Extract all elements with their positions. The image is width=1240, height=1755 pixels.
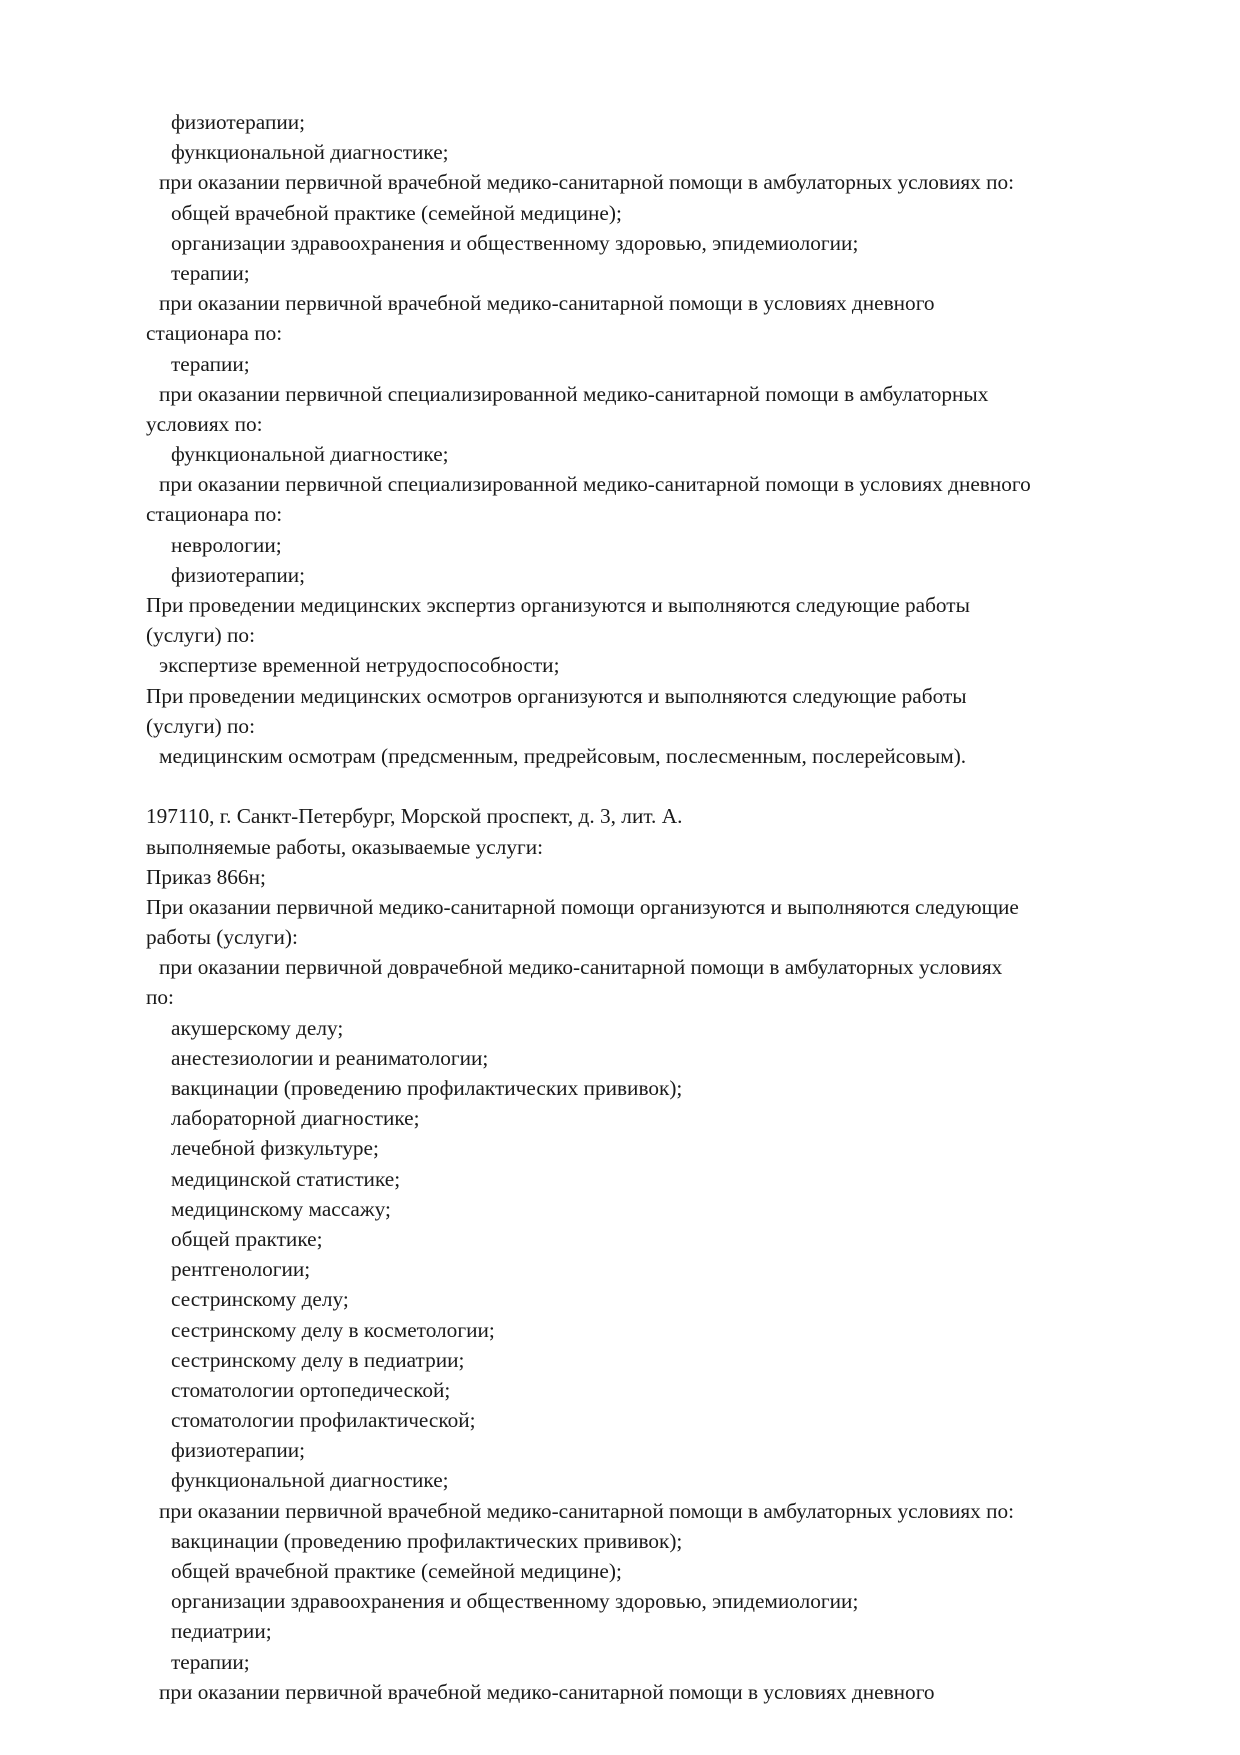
- text-line: экспертизе временной нетрудоспособности;: [159, 653, 560, 678]
- text-line: медицинскому массажу;: [171, 1196, 391, 1221]
- text-line: терапии;: [171, 1649, 250, 1674]
- document-body: [146, 107, 1186, 1707]
- text-line: терапии;: [171, 351, 250, 376]
- text-line: Приказ 866н;: [146, 864, 266, 889]
- text-line: при оказании первичной доврачебной медико-санитарной помощи в амбулаторных условиях: [159, 955, 1003, 980]
- text-line: лечебной физкультуре;: [171, 1136, 379, 1161]
- text-line: (услуги) по:: [146, 623, 255, 648]
- text-line: стационара по:: [146, 321, 283, 346]
- text-line: неврологии;: [171, 532, 282, 557]
- text-line: функциональной диагностике;: [171, 1468, 449, 1493]
- text-line: при оказании первичной специализированной медико-санитарной помощи в условиях дневного: [159, 472, 1031, 497]
- text-line: сестринскому делу в косметологии;: [171, 1317, 495, 1342]
- text-line: рентгенологии;: [171, 1257, 311, 1282]
- text-line: сестринскому делу в педиатрии;: [171, 1347, 465, 1372]
- text-line: лабораторной диагностике;: [171, 1106, 420, 1131]
- text-line: педиатрии;: [171, 1619, 272, 1644]
- text-line: (услуги) по:: [146, 713, 255, 738]
- text-line: терапии;: [171, 260, 250, 285]
- text-line: стационара по:: [146, 502, 283, 527]
- text-line: акушерскому делу;: [171, 1015, 344, 1040]
- text-line: при оказании первичной врачебной медико-санитарной помощи в амбулаторных условиях по:: [159, 170, 1015, 195]
- text-line: организации здравоохранения и общественному здоровью, эпидемиологии;: [171, 230, 859, 255]
- text-line: медицинской статистике;: [171, 1166, 401, 1191]
- text-line: общей врачебной практике (семейной медицине);: [171, 1559, 622, 1583]
- text-line: вакцинации (проведению профилактических прививок);: [171, 1076, 683, 1100]
- text-line: При проведении медицинских осмотров организуются и выполняются следующие работы: [146, 683, 967, 708]
- text-line: физиотерапии;: [171, 562, 306, 587]
- text-line: При оказании первичной медико-санитарной помощи организуются и выполняются следующие: [146, 894, 1019, 919]
- text-line: при оказании первичной врачебной медико-санитарной помощи в условиях дневного: [159, 1679, 935, 1704]
- text-line: стоматологии ортопедической;: [171, 1377, 451, 1402]
- text-line: организации здравоохранения и общественному здоровью, эпидемиологии;: [171, 1589, 859, 1614]
- text-line: при оказании первичной врачебной медико-санитарной помощи в условиях дневного: [159, 291, 935, 316]
- text-line: по:: [146, 985, 174, 1010]
- text-line: При проведении медицинских экспертиз организуются и выполняются следующие работы: [146, 593, 970, 617]
- text-line: физиотерапии;: [171, 1438, 306, 1463]
- text-line: функциональной диагностике;: [171, 442, 449, 467]
- text-line: общей врачебной практике (семейной медицине);: [171, 200, 622, 225]
- text-line: общей практике;: [171, 1226, 323, 1251]
- text-line: условиях по:: [146, 411, 263, 436]
- text-line: сестринскому делу;: [171, 1287, 349, 1312]
- text-line: функциональной диагностике;: [171, 140, 449, 165]
- blank-line: [146, 771, 1186, 801]
- text-line: выполняемые работы, оказываемые услуги:: [146, 834, 544, 859]
- text-line: медицинским осмотрам (предсменным, предрейсовым, послесменным, послерейсовым).: [159, 743, 967, 768]
- text-line: анестезиологии и реаниматологии;: [171, 1045, 489, 1070]
- text-line: физиотерапии;: [171, 110, 306, 134]
- text-line: работы (услуги):: [146, 925, 298, 950]
- text-line: при оказании первичной врачебной медико-санитарной помощи в амбулаторных условиях по:: [159, 1498, 1015, 1523]
- text-line: 197110, г. Санкт-Петербург, Морской проспект, д. 3, лит. А.: [146, 804, 683, 829]
- text-line: стоматологии профилактической;: [171, 1408, 476, 1433]
- text-line: вакцинации (проведению профилактических прививок);: [171, 1528, 683, 1553]
- text-line: при оказании первичной специализированной медико-санитарной помощи в амбулаторных: [159, 381, 989, 406]
